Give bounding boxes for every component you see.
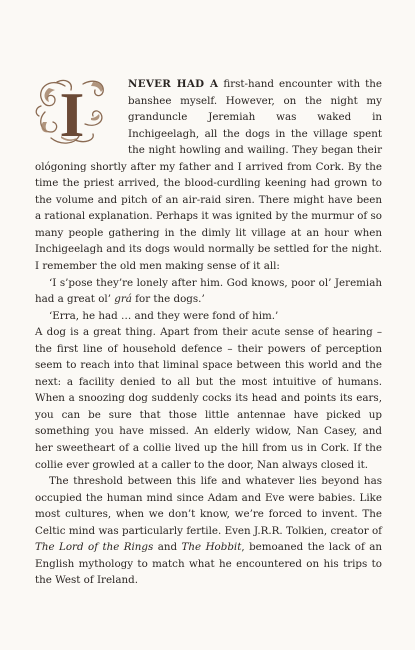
book-title-lotr: The Lord of the Rings <box>35 541 154 554</box>
paragraph-3: ‘Erra, he had … and they were fond of him.’ <box>49 309 279 322</box>
paragraph-5-text-c: , bemoaned the lack of an English mythology to match what he encountered on his trips to the West of Ireland. <box>35 541 382 587</box>
paragraph-5-text-b: and <box>153 541 182 554</box>
paragraph-5 <box>35 473 382 589</box>
paragraph-2 <box>35 275 382 308</box>
paragraph-4: A dog is a great thing. Apart from their acute sense of hearing – the first line of household defence – their powers of perception seem to reach into that liminal space between this world and the next: a facility denied to all but the most intuitive of humans. When a snoozing dog suddenly cocks its head and points its ears, you can be sure that those little antennae have picked up something you have missed. An elderly widow, Nan Casey, and her sweetheart of a collie lived up the hill from us in Cork. If the collie ever growled at a caller to the door, Nan always closed it. <box>35 326 382 471</box>
paragraph-2-text-a: ‘I s’pose they’re lonely after him. God knows, poor ol’ Jeremiah had a great ol’ <box>35 276 382 306</box>
lead-in: NEVER HAD A <box>128 78 219 90</box>
drop-cap-ornament <box>35 78 121 146</box>
paragraph-1-text: first-hand encounter with the banshee myself. However, on the night my granduncle Jeremiah was waked in Inchigeelagh, all the dogs in the village spent the night howling and wailing. They began their ológoning shortly after my father and I arrived from Cork. By the time the priest arrived, the blood-curdling keening had grown to the volume and pitch of an air-raid siren. There might have been a rational explanation. Perhaps it was ignited by the murmur of so many people gathering in the dimly lit village at an hour when Inchigeelagh and its dogs would normally be settled for the night. I remember the old men making sense of it all: <box>35 78 382 273</box>
chapter-text <box>35 76 382 589</box>
drop-cap-letter: I <box>59 79 85 146</box>
paragraph-2-text-b: for the dogs.’ <box>131 293 205 306</box>
paragraph-5-text-a: The threshold between this life and whatever lies beyond has occupied the human mind since Adam and Eve were babies. Like most cultures, when we don’t know, we’re forced to invent. The Celtic mind was particularly fertile. Even J.R.R. Tolkien, creator of <box>35 475 382 537</box>
book-title-hobbit: The Hobbit <box>181 541 242 554</box>
drop-cap-illustration <box>35 78 121 146</box>
paragraph-2-italic: grá <box>114 293 132 306</box>
